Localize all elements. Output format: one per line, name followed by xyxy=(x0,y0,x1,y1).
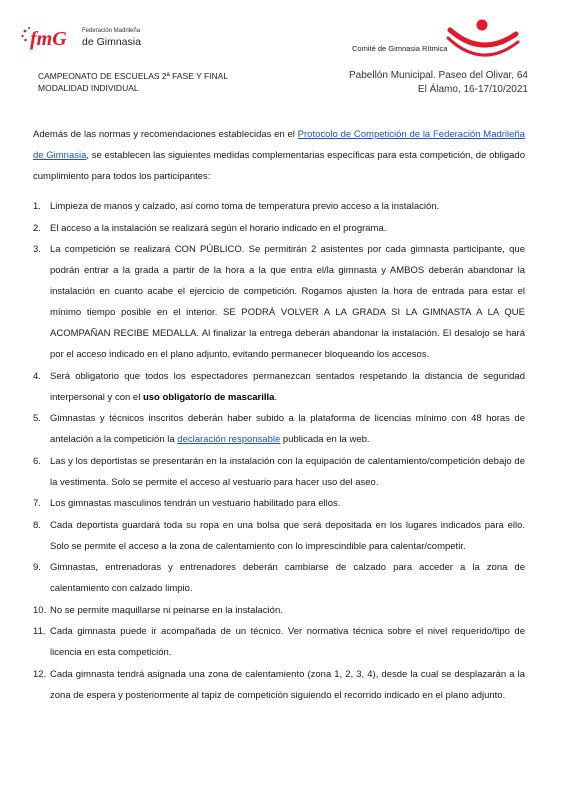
rule-item-12: 12. Cada gimnasta tendrá asignada una zona de calentamiento (zona 1, 2, 3, 4), desde la cual se desplazarán a la zona de espera y posteriormente al tapiz de competición siguiendo el recorrido indicado en el plano adjunto. xyxy=(33,668,525,701)
rule-item-7: 7. Los gimnastas masculinos tendrán un vestuario habilitado para ellos. xyxy=(33,498,341,509)
rule-item-4: 4. Será obligatorio que todos los espectadores permanezcan sentados respetando la distancia de seguridad interpersonal y con el uso obligatorio de mascarilla. xyxy=(33,370,525,403)
mask-requirement: uso obligatorio de mascarilla xyxy=(142,391,275,403)
venue-info xyxy=(349,69,528,97)
venue-dates: El Álamo, 16-17/10/2021 xyxy=(417,84,528,95)
logo-mark-text: fmG xyxy=(30,28,67,50)
rule-item-8: 8. Cada deportista guardará toda su ropa en una bolsa que será depositada en los lugares indicados para ello. Solo se permite el acceso a la zona de calentamiento con lo imprescindible para calentar/competir. xyxy=(33,519,525,552)
rule-item-5: 5. Gimnastas y técnicos inscritos deberán haber subido a la plataforma de licencias mínimo con 48 horas de antelación a la competición la declaración responsable publicada en la web. xyxy=(33,413,525,445)
logo-title: de Gimnasia xyxy=(82,36,141,48)
document-body xyxy=(33,124,525,706)
protocol-link[interactable]: Protocolo de Competición de la Federación Madrileña de Gimnasia xyxy=(33,129,525,161)
rule-item-3: 3. La competición se realizará CON PÚBLICO. Se permitirán 2 asistentes por cada gimnasta participante, que podrán entrar a la grada a partir de la hora a la que entra el/la gimnasta y AMBOS deberán abandonar la instalación en cuanto acabe el ejercicio de competición. Rogamos ajusten la hora de entrada para estar el mínimo tiempo posible en el interior. SE PODRÁ VOLVER A LA GRADA SI LA GIMNASTA A LA QUE ACOMPAÑAN RECIBE MEDALLA. Al finalizar la entrega deberán abandonar la instalación. El desalojo se hará por el acceso indicado en el plano adjunto, evitando permanecer bloqueando los accesos. xyxy=(33,244,525,360)
rule-item-10: 10. No se permite maquillarse ni peinarse en la instalación. xyxy=(33,604,283,616)
event-title-line1: CAMPEONATO DE ESCUELAS 2ª FASE Y FINAL xyxy=(38,71,229,81)
rule-item-9: 9. Gimnastas, entrenadoras y entrenadores deberán cambiarse de calzado para acceder a la zona de calentamiento con calzado limpio. xyxy=(33,562,525,594)
rule-item-1: 1. Limpieza de manos y calzado, así como toma de temperatura previo acceso a la instalación. xyxy=(33,201,440,212)
committee-name: Comité de Gimnasia Rítmica xyxy=(352,44,448,53)
intro-paragraph: Además de las normas y recomendaciones establecidas en el Protocolo de Competición de la Federación Madrileña de Gimnasia, se establecen las siguientes medidas complementarias específicas para esta competición, de obligado cumplimiento para todos los participantes: xyxy=(33,129,525,182)
rule-item-2: 2. El acceso a la instalación se realizará según el horario indicado en el programa. xyxy=(33,222,387,234)
declaration-link[interactable]: declaración responsable xyxy=(177,434,281,445)
fmg-logo-icon xyxy=(20,22,78,54)
rule-item-11: 11. Cada gimnasta puede ir acompañada de un técnico. Ver normativa técnica sobre el nivel requerido/tipo de licencia en esta competición. xyxy=(33,626,525,658)
rules-list xyxy=(33,196,525,706)
logo-subtitle: Federación Madrileña xyxy=(82,28,141,34)
rule-item-6: 6. Las y los deportistas se presentarán en la instalación con la equipación de calentamiento/competición debajo de la vestimenta. Solo se permite el acceso al vestuario para hacer uso del aseo. xyxy=(33,455,525,488)
venue-address: Pabellón Municipal. Paseo del Olivar, 64 xyxy=(349,70,528,81)
event-title-line2: MODALIDAD INDIVIDUAL xyxy=(38,83,139,93)
event-title xyxy=(38,70,228,94)
fmg-logo xyxy=(20,22,160,58)
gymnast-emblem-icon xyxy=(442,18,522,64)
